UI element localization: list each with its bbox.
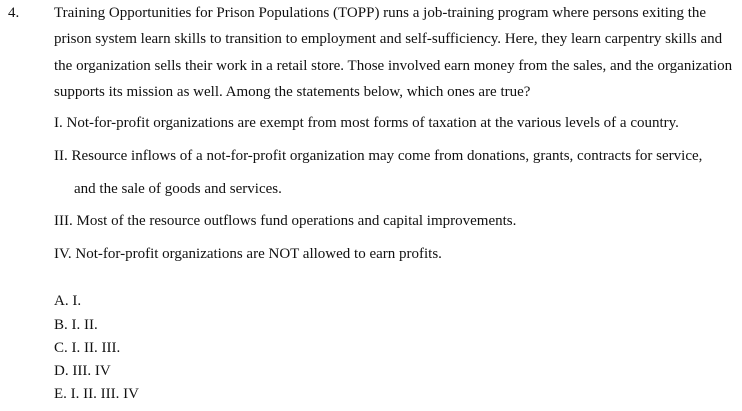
option-e: E. I. II. III. IV bbox=[54, 386, 139, 402]
option-d: D. III. IV bbox=[54, 363, 111, 379]
statement-3: III. Most of the resource outflows fund operations and capital improvements. bbox=[54, 213, 517, 229]
statement-2: II. Resource inflows of a not-for-profit organization may come from donations, grants, contracts for service, bbox=[54, 148, 703, 164]
option-c: C. I. II. III. bbox=[54, 340, 121, 356]
option-a: A. I. bbox=[54, 293, 82, 309]
question-stem: Training Opportunities for Prison Populations (TOPP) runs a job-training program where persons exiting the prison system learn skills to transition to employment and self-sufficiency. Here, they learn carpentry skills and the organization sells their work in a retail store. Those involved earn money from the sales, and the organization supports its mission as well. Among the statements below, which ones are true? bbox=[54, 5, 733, 100]
question-number: 4. bbox=[8, 5, 20, 21]
statement-1: I. Not-for-profit organizations are exempt from most forms of taxation at the various levels of a country. bbox=[54, 115, 679, 131]
option-b: B. I. II. bbox=[54, 317, 98, 333]
statement-2-continuation: and the sale of goods and services. bbox=[74, 181, 282, 197]
statement-4: IV. Not-for-profit organizations are NOT allowed to earn profits. bbox=[54, 246, 442, 262]
